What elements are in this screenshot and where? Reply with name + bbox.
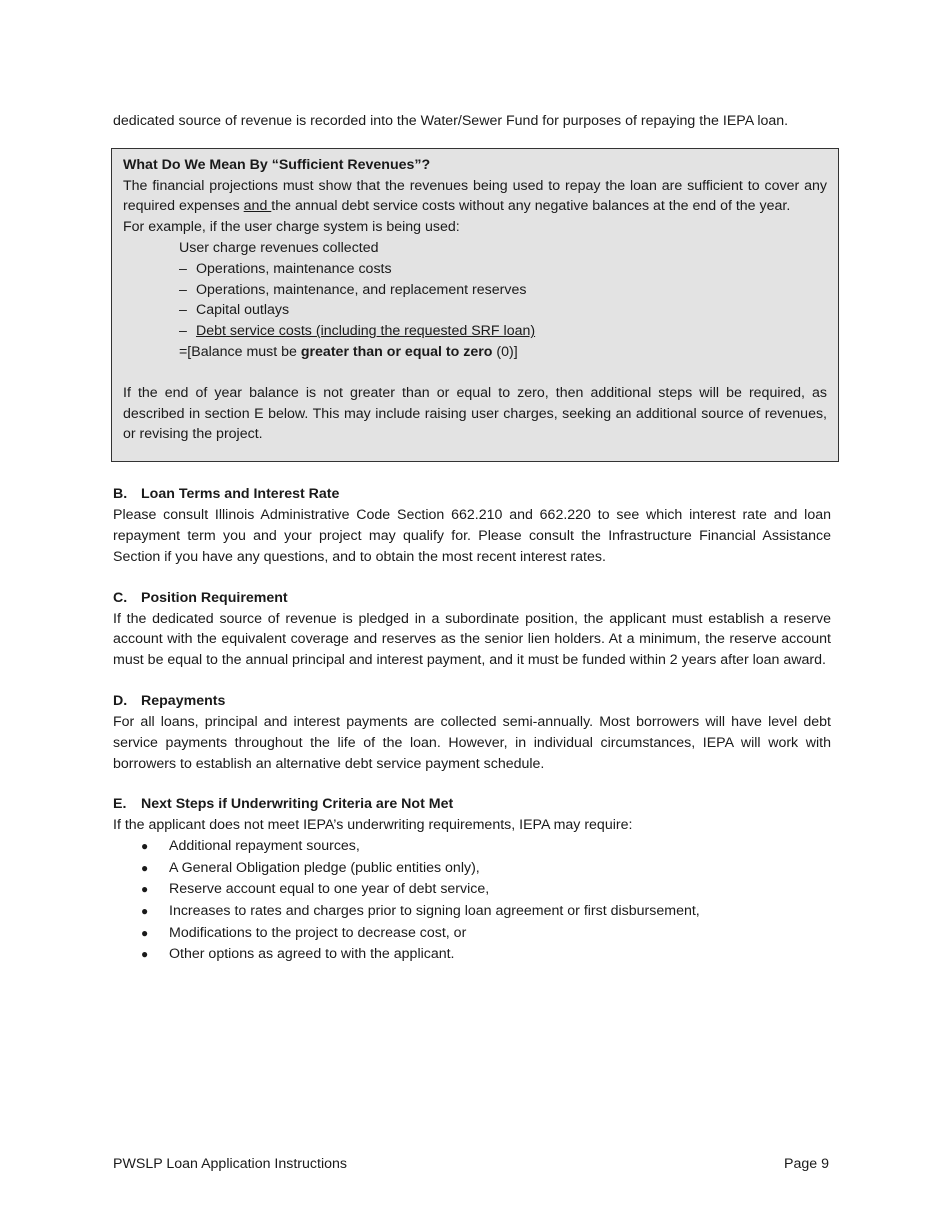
intro-paragraph: dedicated source of revenue is recorded into the Water/Sewer Fund for purposes of repaying the IEPA loan.	[113, 113, 789, 129]
section-body: Please consult Illinois Administrative Code Section 662.210 and 662.220 to see which interest rate and loan repayment term you and your project may qualify for. Please consult the Infrastructure Financial Assistance Section if you have any questions, and to obtain the most recent interest rates.	[113, 507, 831, 565]
calculation-item-text: Capital outlays	[196, 302, 290, 319]
minus-icon: –	[179, 260, 187, 277]
sufficient-revenues-callout	[111, 148, 839, 462]
section-heading	[113, 484, 831, 505]
section-intro: If the applicant does not meet IEPA’s underwriting requirements, IEPA may require:	[113, 817, 633, 834]
callout-title: What Do We Mean By “Sufficient Revenues”?	[123, 156, 431, 173]
calculation-list	[123, 238, 827, 363]
bullet-icon: ●	[141, 903, 149, 918]
callout-example-intro: For example, if the user charge system is being used:	[123, 219, 460, 236]
callout-paragraph	[123, 176, 827, 218]
balance-line	[179, 342, 827, 363]
calculation-item-text: Debt service costs (including the requested SRF loan)	[196, 323, 536, 340]
list-item-text: Reserve account equal to one year of debt service,	[169, 881, 490, 898]
section-heading	[113, 588, 831, 609]
minus-icon: –	[179, 302, 187, 319]
section-heading	[113, 794, 831, 815]
calculation-item	[179, 300, 827, 321]
balance-text: (0)]	[492, 343, 518, 360]
callout-underlined-word: and	[243, 198, 272, 215]
section-d	[113, 691, 831, 774]
list-item	[113, 879, 831, 901]
calculation-item	[179, 321, 827, 342]
footer-title: PWSLP Loan Application Instructions	[113, 1156, 347, 1172]
page-number: Page 9	[784, 1156, 829, 1172]
bullet-icon: ●	[141, 860, 149, 875]
list-item	[113, 858, 831, 880]
bullet-icon: ●	[141, 925, 149, 940]
calculation-item-text: Operations, maintenance costs	[196, 260, 392, 277]
page-footer	[113, 1154, 829, 1174]
section-b	[113, 484, 831, 567]
document-page	[113, 111, 831, 986]
bullet-icon: ●	[141, 882, 149, 897]
callout-text-part: The financial projections must show that the revenues being used to repay the loan are sufficient to cover any required expenses	[123, 177, 827, 215]
list-item	[113, 836, 831, 858]
section-letter: B.	[113, 486, 128, 503]
list-item-text: Increases to rates and charges prior to signing loan agreement or first disbursement,	[169, 902, 700, 919]
calculation-item	[179, 259, 827, 280]
callout-text-part: the annual debt service costs without any negative balances at the end of the year.	[271, 198, 791, 215]
balance-text: =[Balance must be	[179, 343, 301, 360]
section-heading	[113, 691, 831, 712]
section-c	[113, 588, 831, 671]
bullet-icon: ●	[141, 947, 149, 962]
balance-bold-text: greater than or equal to zero	[300, 343, 493, 360]
section-body: For all loans, principal and interest payments are collected semi-annually. Most borrowers will have level debt service payments throughout the life of the loan. However, in individual circumstances, IEPA will work with borrowers to establish an alternative debt service payment schedule.	[113, 713, 831, 772]
bullet-icon: ●	[141, 839, 149, 854]
section-title: Loan Terms and Interest Rate	[141, 486, 340, 503]
list-item-text: Modifications to the project to decrease cost, or	[169, 924, 467, 941]
list-item	[113, 923, 831, 945]
calculation-item	[179, 280, 827, 301]
requirements-list	[113, 836, 831, 966]
list-item-text: A General Obligation pledge (public entities only),	[169, 859, 480, 876]
section-body: If the dedicated source of revenue is pledged in a subordinate position, the applicant must establish a reserve account with the equivalent coverage and reserves as the senior lien holders. At a minimum, the reserve account must be equal to the annual principal and interest payment, and it must be funded within 2 years after loan award.	[113, 610, 831, 669]
calculation-head: User charge revenues collected	[179, 239, 379, 256]
section-letter: E.	[113, 796, 127, 813]
list-item	[113, 944, 831, 966]
calculation-item-text: Operations, maintenance, and replacement reserves	[196, 281, 527, 298]
minus-icon: –	[179, 323, 187, 340]
section-letter: C.	[113, 589, 128, 606]
list-item-text: Other options as agreed to with the applicant.	[169, 946, 455, 963]
section-letter: D.	[113, 692, 128, 709]
list-item	[113, 901, 831, 923]
section-e	[113, 794, 831, 965]
callout-closing: If the end of year balance is not greater than or equal to zero, then additional steps will be required, as described in section E below. This may include raising user charges, seeking an additional source of revenues, or revising the project.	[123, 384, 827, 443]
minus-icon: –	[179, 281, 187, 298]
list-item-text: Additional repayment sources,	[169, 838, 360, 855]
section-title: Next Steps if Underwriting Criteria are Not Met	[141, 796, 454, 813]
section-title: Repayments	[141, 692, 226, 709]
section-title: Position Requirement	[141, 589, 288, 606]
